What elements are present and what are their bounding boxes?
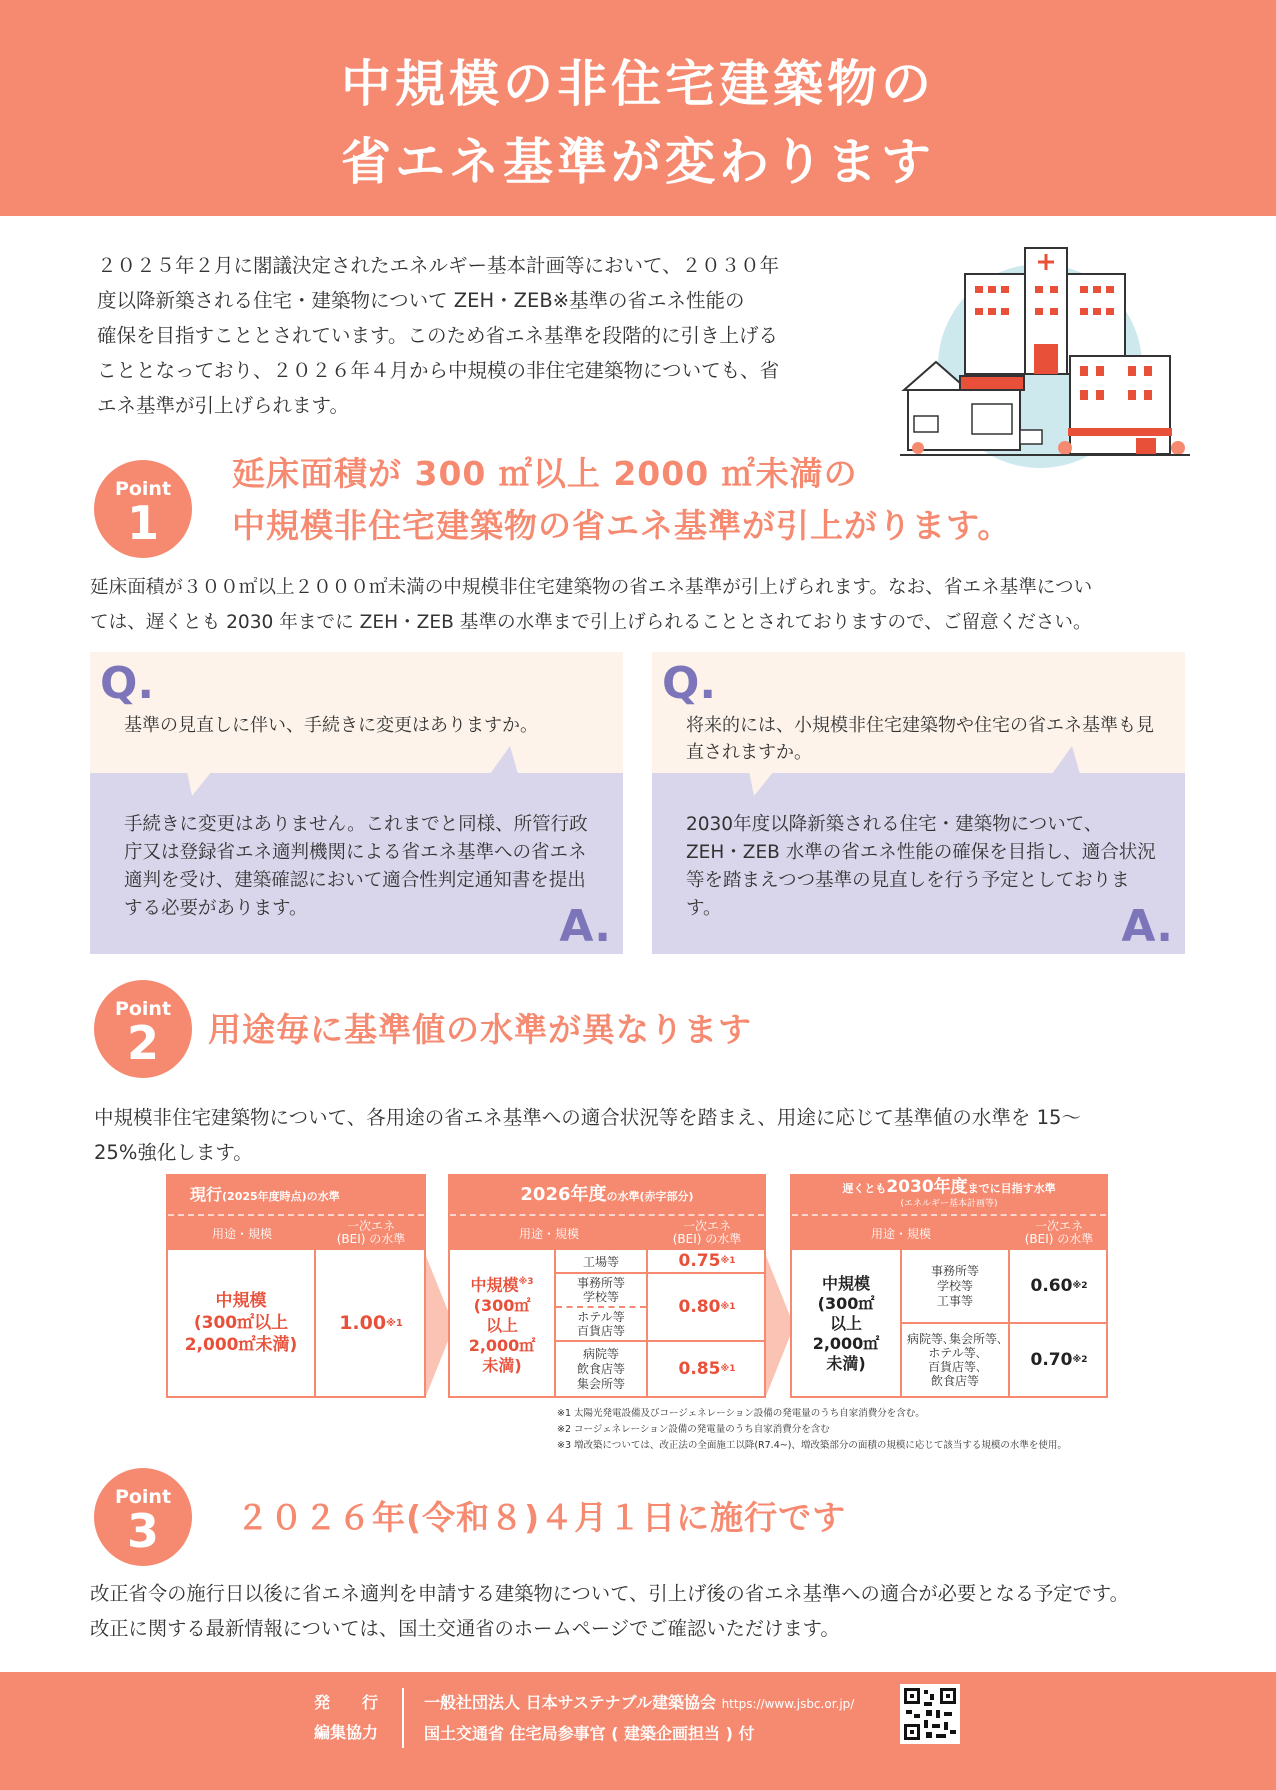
intro-paragraph [97, 248, 822, 423]
point1-title [232, 448, 1011, 552]
header-banner [0, 0, 1276, 216]
footer-org2: 国土交通省 住宅局参事官 ( 建築企画担当 ) 付 [424, 1724, 755, 1743]
use-line: 病院等 [582, 1346, 619, 1361]
scale-line: (300㎡ [473, 1295, 531, 1315]
use-line: ホテル等､ [928, 1346, 982, 1360]
use-line: 飲食店等 [576, 1361, 625, 1376]
point3-body-line2: 改正に関する最新情報については、国土交通省のホームページでご確認いただけます。 [90, 1617, 840, 1640]
header-title-line2: 省エネ基準が変わります [341, 133, 935, 191]
point3-badge-label: Point [114, 1486, 172, 1508]
use-line: ホテル等 [577, 1310, 625, 1324]
table-current-title-sub: (2025年度時点)の水準 [222, 1190, 340, 1203]
table-2026 [448, 1174, 766, 1398]
footer-org1: 一般社団法人 日本サステナブル建築協会 [424, 1693, 716, 1712]
intro-line: ２０２５年２月に閣議決定されたエネルギー基本計画等において、２０３０年 [97, 254, 780, 277]
table-2030-title-main: 2030年度 [886, 1177, 968, 1197]
col-bei-line2: (BEI) の水準 [336, 1232, 406, 1246]
col-use-scale: 用途・規模 [211, 1226, 272, 1241]
q-mark: Q. [662, 658, 717, 709]
scale-line: 中規模 [215, 1291, 267, 1311]
use-line: 工事等 [936, 1293, 973, 1308]
table-2030-title-note: (エネルギー基本計画等) [900, 1199, 998, 1209]
footer-url-link[interactable]: https://www.jsbc.or.jp/ [721, 1697, 855, 1711]
a-mark: A. [1121, 901, 1173, 952]
use-cell [556, 1274, 646, 1306]
scale-cell [792, 1250, 900, 1398]
footnote: ※2 コージェネレーション設備の発電量のうち自家消費分を含む [557, 1424, 830, 1435]
scale-line: 2,000㎡ [468, 1335, 536, 1355]
bei-value-cell [1010, 1324, 1108, 1396]
use-line: 飲食店等 [930, 1374, 979, 1388]
scale-cell [450, 1250, 554, 1398]
qa-card-1 [90, 652, 623, 954]
point3-badge-number: 3 [126, 1504, 159, 1558]
point3-body [90, 1576, 1210, 1646]
use-cell: 工場等 [582, 1254, 619, 1269]
use-line: 百貨店等､ [927, 1360, 982, 1374]
footnotes [557, 1406, 1067, 1454]
point3-body-line1: 改正省令の施行日以後に省エネ適判を申請する建築物について、引上げ後の省エネ基準への適合が必要となる予定です。 [90, 1582, 1129, 1605]
table-current [166, 1174, 426, 1398]
intro-line: 確保を目指すこととされています。このため省エネ基準を段階的に引き上げる [97, 324, 778, 347]
scale-line: 未満) [482, 1355, 522, 1375]
point3-badge [94, 1468, 192, 1566]
footer-label-editorial: 編集協力 [314, 1723, 379, 1742]
use-line: 事務所等 [576, 1276, 625, 1290]
point1-badge [94, 460, 192, 558]
footer-orgs [424, 1688, 854, 1749]
col-bei-line1: 一次エネ [1034, 1219, 1083, 1233]
point1-title-line1: 延床面積が 300 ㎡以上 2000 ㎡未満の [232, 454, 858, 493]
footnote: ※3 増改築については、改正法の全面施工以降(R7.4~)、増改築部分の面積の規模に応じて該当する規模の水準を使用。 [557, 1440, 1067, 1451]
question-text: 基準の見直しに伴い、手続きに変更はありますか。 [124, 715, 538, 736]
bei-value: 0.70 [1030, 1350, 1073, 1370]
question-text: 将来的には、小規模非住宅建築物や住宅の省エネ基準も見直されますか。 [686, 715, 1154, 763]
speech-tail-icon [490, 746, 520, 776]
use-cell [556, 1342, 646, 1396]
point1-badge-label: Point [114, 478, 172, 500]
use-line: 百貨店等 [576, 1324, 625, 1338]
scale-line: 未満) [826, 1354, 866, 1373]
table-current-title [168, 1176, 424, 1214]
use-cell [902, 1324, 1008, 1396]
use-line: 事務所等 [930, 1263, 979, 1278]
bei-note: ※1 [720, 1302, 736, 1312]
table-2030-header [792, 1214, 1106, 1250]
a-mark: A. [559, 901, 611, 952]
point1-badge-number: 1 [126, 496, 159, 550]
table-current-title-main: 現行 [190, 1185, 223, 1204]
bei-value: 0.85 [678, 1359, 721, 1379]
point2-badge-label: Point [114, 998, 172, 1020]
footer-divider [402, 1688, 404, 1748]
qa-card-2 [652, 652, 1185, 954]
table-2030-title-sub: までに目指す水準 [967, 1182, 1056, 1195]
scale-line: 以上 [485, 1315, 518, 1335]
intro-line: 度以降新築される住宅・建築物について ZEH・ZEB※基準の省エネ性能の [97, 289, 745, 312]
scale-line: 中規模 [821, 1274, 870, 1293]
scale-line: 2,000㎡ [812, 1334, 880, 1353]
table-2026-title-main: 2026年度 [520, 1184, 607, 1205]
scale-line: 中規模 [470, 1275, 519, 1295]
bei-note: ※2 [1072, 1281, 1088, 1291]
point2-badge [94, 980, 192, 1078]
bei-value: 0.75 [678, 1251, 721, 1271]
use-line: 集会所等 [576, 1376, 625, 1391]
table-current-header [168, 1214, 424, 1250]
use-cell [556, 1308, 646, 1340]
buildings-illustration-icon [900, 238, 1190, 470]
use-cell [902, 1250, 1008, 1322]
col-bei [1010, 1216, 1108, 1250]
header-title-line1: 中規模の非住宅建築物の [341, 55, 935, 113]
bei-note: ※1 [386, 1317, 403, 1329]
footer-labels [314, 1688, 378, 1748]
col-use-scale: 用途・規模 [518, 1226, 579, 1241]
use-line: 学校等 [936, 1278, 973, 1293]
col-bei [648, 1216, 766, 1250]
bei-value-cell [1010, 1250, 1108, 1322]
bei-value-cell [648, 1342, 766, 1396]
bei-value-cell [316, 1250, 426, 1396]
point2-badge-number: 2 [126, 1016, 159, 1070]
col-bei-line2: (BEI) の水準 [1024, 1232, 1094, 1246]
scale-line: (300㎡ [817, 1294, 875, 1313]
footer-label-publisher: 発 行 [314, 1693, 379, 1712]
point2-title: 用途毎に基準値の水準が異なります [208, 1010, 752, 1049]
point1-body-line2: ては、遅くとも 2030 年までに ZEH・ZEB 基準の水準まで引上げられることとされておりますので、ご留意ください。 [90, 612, 1092, 633]
table-2030 [790, 1174, 1108, 1398]
point3-title: ２０２６年(令和８)４月１日に施行です [236, 1498, 847, 1537]
scale-line: 2,000㎡未満) [184, 1335, 298, 1355]
bei-value-cell [648, 1250, 766, 1272]
table-2030-title-pre: 遅くとも [842, 1182, 887, 1195]
bei-value: 0.60 [1030, 1276, 1073, 1296]
answer-text: 手続きに変更はありません。これまでと同様、所管行政庁又は登録省エネ適判機関による省エネ基準への省エネ適判を受け、建築確認において適合性判定通知書を提出する必要があります。 [124, 814, 588, 919]
table-2026-header [450, 1214, 764, 1250]
table-2030-title [792, 1176, 1106, 1214]
table-2026-title [450, 1176, 764, 1214]
footnote: ※1 太陽光発電設備及びコージェネレーション設備の発電量のうち自家消費分を含む。 [557, 1408, 925, 1419]
col-bei-line1: 一次エネ [682, 1219, 731, 1233]
use-line: 学校等 [582, 1290, 619, 1304]
qr-code-icon[interactable] [900, 1684, 960, 1744]
scale-note: ※3 [518, 1277, 534, 1288]
footer [0, 1672, 1276, 1790]
use-line: 病院等､集会所等､ [906, 1332, 1003, 1346]
col-use-scale: 用途・規模 [870, 1226, 931, 1241]
point2-body-line1: 中規模非住宅建築物について、各用途の省エネ基準への適合状況等を踏まえ、用途に応じて基準値の水準を 15～ [94, 1106, 1081, 1129]
answer-text: 2030年度以降新築される住宅・建築物について、ZEH・ZEB 水準の省エネ性能の確保を目指し、適合状況等を踏まえつつ基準の見直しを行う予定としております。 [686, 814, 1156, 919]
bei-value-cell [648, 1274, 766, 1340]
point2-body [94, 1100, 1204, 1170]
intro-line: こととなっており、２０２６年４月から中規模の非住宅建築物についても、省 [97, 359, 780, 382]
scale-line: 以上 [829, 1314, 862, 1333]
col-bei-line2: (BEI) の水準 [672, 1232, 742, 1246]
col-bei-line1: 一次エネ [346, 1219, 395, 1233]
intro-line: エネ基準が引上げられます。 [97, 394, 349, 417]
q-mark: Q. [100, 658, 155, 709]
col-bei [316, 1216, 426, 1250]
point1-title-line2: 中規模非住宅建築物の省エネ基準が引上がります。 [232, 506, 1012, 545]
point1-body-line1: 延床面積が３００㎡以上２０００㎡未満の中規模非住宅建築物の省エネ基準が引上げられます。なお、省エネ基準につい [90, 577, 1093, 598]
point2-body-line2: 25%強化します。 [94, 1141, 253, 1164]
bei-note: ※1 [720, 1364, 736, 1374]
scale-line: (300㎡以上 [193, 1313, 289, 1333]
bei-note: ※1 [720, 1256, 736, 1266]
bei-value: 1.00 [339, 1312, 387, 1334]
scale-cell [168, 1250, 314, 1396]
bei-value: 0.80 [678, 1297, 721, 1317]
point1-body [90, 570, 1200, 640]
table-2026-title-sub: の水準(赤字部分) [606, 1190, 694, 1203]
bei-note: ※2 [1072, 1355, 1088, 1365]
